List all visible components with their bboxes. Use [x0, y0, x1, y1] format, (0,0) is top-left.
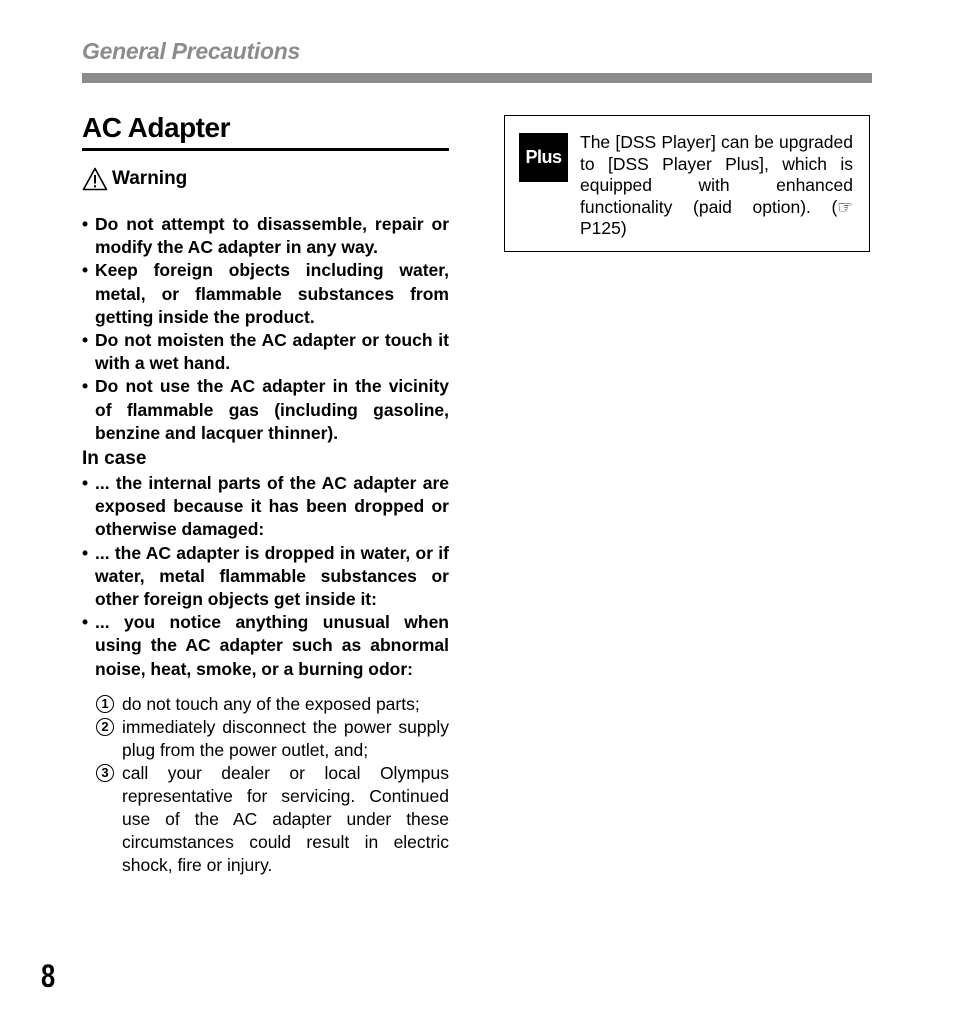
section-title: AC Adapter: [82, 110, 449, 151]
step-number-badge: 3: [96, 764, 114, 782]
plus-badge-icon: Plus: [519, 133, 568, 182]
plus-note-text: The [DSS Player] can be upgraded to [DSS Player Plus], which is equipped with enhanced functionality (paid option). (☞ P125): [580, 132, 853, 239]
list-item: • ... you notice anything unusual when using the AC adapter such as abnormal noise, heat, smoke, or a burning odor:: [82, 611, 449, 681]
step-text: immediately disconnect the power supply plug from the power outlet, and;: [122, 716, 449, 760]
list-item: • Do not use the AC adapter in the vicinity of flammable gas (including gasoline, benzine and lacquer thinner).: [82, 375, 449, 445]
warning-list: [82, 213, 449, 445]
case-list: [82, 472, 449, 681]
in-case-heading: In case: [82, 448, 147, 470]
page-number: 8: [41, 958, 56, 994]
header-divider-bar: [82, 73, 872, 83]
list-item: • Do not attempt to disassemble, repair or modify the AC adapter in any way.: [82, 213, 449, 259]
plus-note-box: [504, 115, 870, 252]
step-number-badge: 2: [96, 718, 114, 736]
step-text: do not touch any of the exposed parts;: [122, 693, 420, 714]
step-item: [82, 762, 449, 877]
list-item: • ... the internal parts of the AC adapter are exposed because it has been dropped or otherwise damaged:: [82, 472, 449, 542]
warning-triangle-icon: [82, 167, 108, 191]
step-item: [82, 693, 449, 716]
list-item: • ... the AC adapter is dropped in water, or if water, metal flammable substances or other foreign objects get inside it:: [82, 542, 449, 612]
page-header-title: General Precautions: [82, 38, 300, 64]
ac-adapter-section: [82, 110, 449, 877]
step-item: [82, 716, 449, 762]
step-number-badge: 1: [96, 695, 114, 713]
warning-label: Warning: [112, 168, 188, 189]
list-item: • Keep foreign objects including water, metal, or flammable substances from getting inside the product.: [82, 259, 449, 329]
action-steps: [82, 693, 449, 877]
step-text: call your dealer or local Olympus representative for servicing. Continued use of the AC adapter under these circumstances could result in electric shock, fire or injury.: [122, 762, 449, 875]
warning-heading: [82, 165, 449, 193]
list-item: • Do not moisten the AC adapter or touch it with a wet hand.: [82, 329, 449, 375]
